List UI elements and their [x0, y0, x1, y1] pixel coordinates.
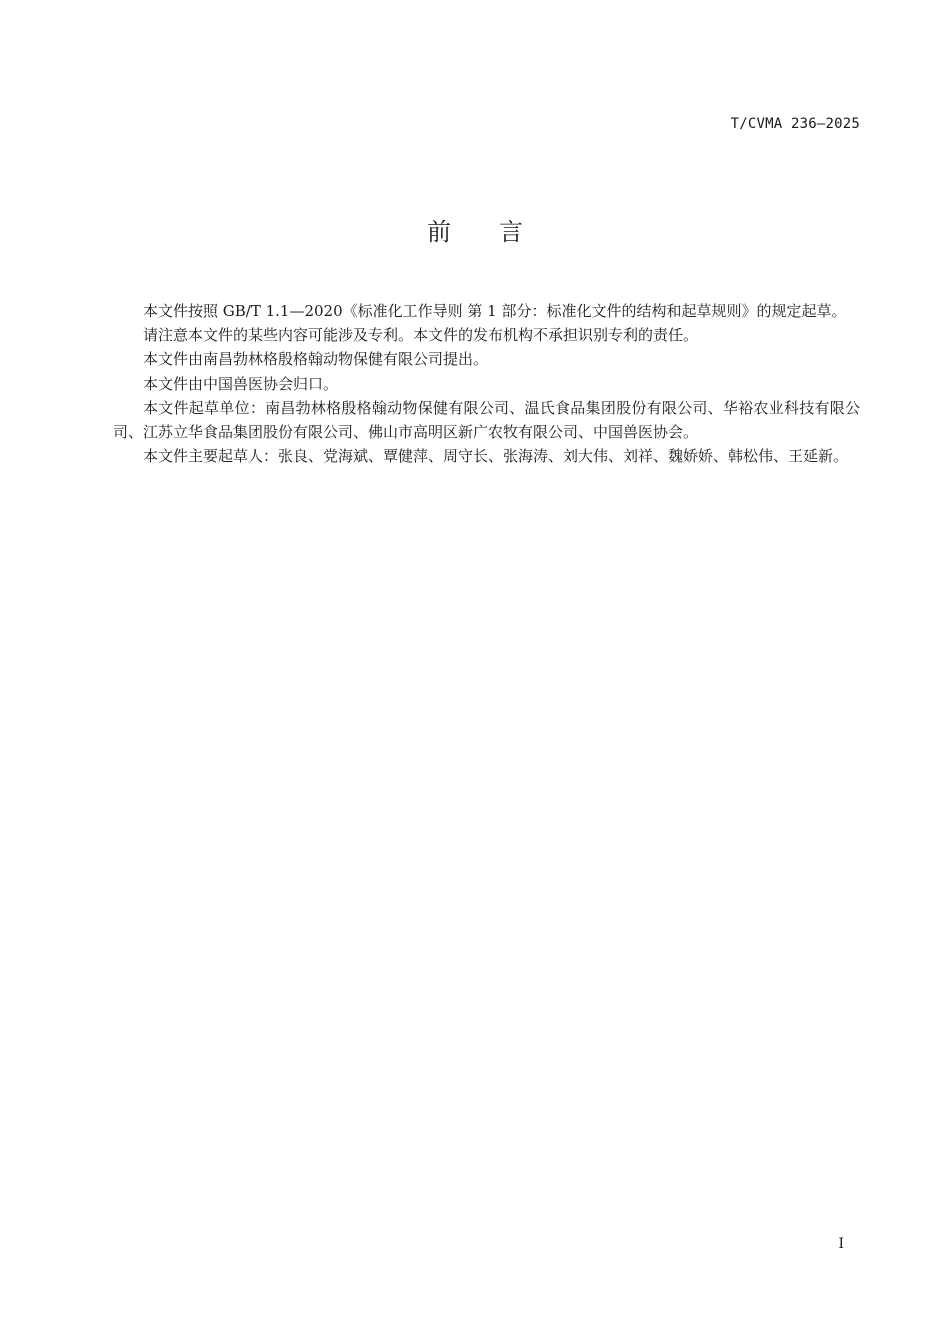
foreword-body — [113, 299, 860, 468]
paragraph-patent-notice: 请注意本文件的某些内容可能涉及专利。本文件的发布机构不承担识别专利的责任。 — [143, 326, 699, 345]
paragraph-main-drafters: 本文件主要起草人：张良、党海斌、覃健萍、周守长、张海涛、刘大伟、刘祥、魏娇娇、韩松伟、王延新。 — [143, 447, 849, 466]
page-number: I — [838, 1236, 844, 1252]
page-title: 前言 — [427, 218, 571, 246]
paragraph-drafting-units: 本文件起草单位：南昌勃林格殷格翰动物保健有限公司、温氏食品集团股份有限公司、华裕农业科技有限公司、江苏立华食品集团股份有限公司、佛山市高明区新广农牧有限公司、中国兽医协会。 — [113, 398, 860, 442]
paragraph-drafting-rules: 本文件按照 GB/T 1.1—2020《标准化工作导则 第 1 部分：标准化文件的结构和起草规则》的规定起草。 — [143, 302, 847, 320]
paragraph-administrator: 本文件由中国兽医协会归口。 — [143, 374, 339, 393]
standard-code: T/CVMA 236—2025 — [730, 116, 860, 132]
paragraph-proposer: 本文件由南昌勃林格殷格翰动物保健有限公司提出。 — [143, 350, 489, 369]
